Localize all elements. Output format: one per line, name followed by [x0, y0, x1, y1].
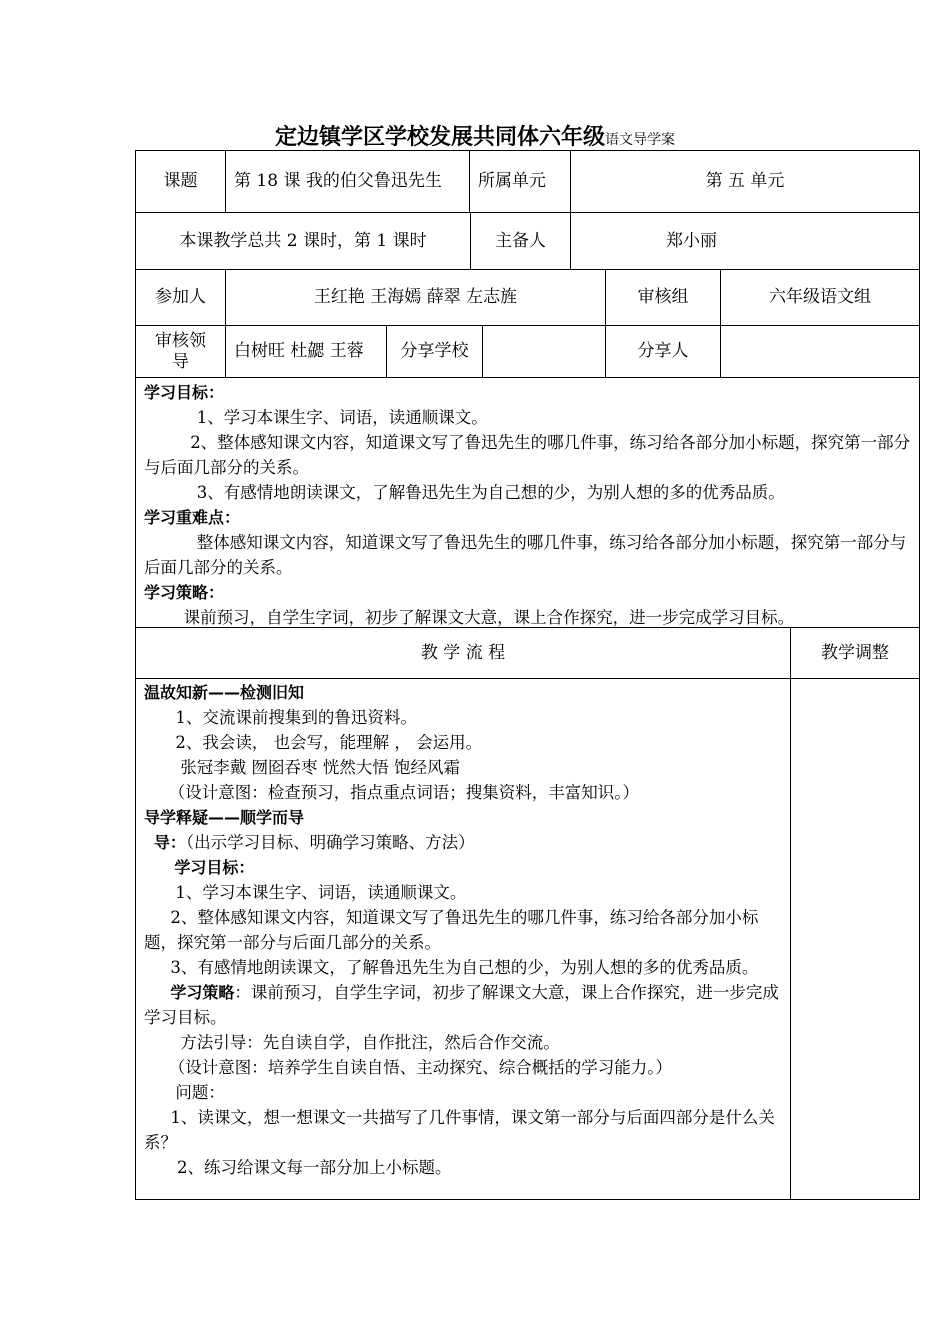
- share-school-label: 分享学校: [386, 325, 483, 378]
- review-leader-label: 审核领导: [135, 325, 226, 378]
- strategy-subtext: ：课前预习，自学生字词，初步了解课文大意，课上合作探究，进一步完成学习目标。: [144, 983, 779, 1027]
- lesson-value: 第 18 课 我的伯父鲁迅先生: [225, 150, 470, 213]
- objectives-section: [135, 377, 920, 628]
- participants-label: 参加人: [135, 269, 226, 326]
- question-item: 1、读课文，想一想课文一共描写了几件事情，课文第一部分与后面四部分是什么关系？: [144, 1108, 775, 1152]
- list-item: 1、交流课前搜集到的鲁迅资料。: [175, 708, 417, 727]
- guide-text: （出示学习目标、明确学习策略、方法）: [185, 833, 475, 852]
- questions-label: 问题：: [175, 1083, 225, 1102]
- review-group-value: 六年级语文组: [720, 269, 920, 326]
- adjust-header: 教学调整: [790, 627, 920, 679]
- document-title-suffix: 语文导学案: [605, 132, 675, 148]
- sharer-value: [720, 325, 920, 378]
- key-points-text: 整体感知课文内容，知道课文写了鲁迅先生的哪几件事，练习给各部分加小标题，探究第一部分与后面几部分的关系。: [144, 533, 907, 577]
- lead-label: 主备人: [470, 212, 571, 270]
- question-item: 2、练习给课文每一部分加上小标题。: [177, 1158, 452, 1177]
- process-content: [135, 678, 791, 1200]
- design-note: （设计意图：检查预习，指点重点词语；搜集资料，丰富知识。）: [168, 783, 639, 802]
- section1-heading: 温故知新——检测旧知: [144, 683, 305, 702]
- vocabulary-words: 张冠李戴 囫囵吞枣 恍然大悟 饱经风霜: [180, 758, 461, 777]
- adjust-column: [790, 678, 920, 1200]
- list-item: 2、我会读， 也会写，能理解 ， 会运用。: [175, 733, 483, 752]
- objectives-heading: 学习目标：: [144, 383, 225, 402]
- share-school-value: [482, 325, 606, 378]
- participants-value: 王红艳 王海嫣 薛翠 左志旌: [225, 269, 606, 326]
- unit-value: 第 五 单元: [570, 150, 920, 213]
- guide-label: 导：: [153, 833, 186, 852]
- method-text: 方法引导：先自读自学，自作批注，然后合作交流。: [180, 1033, 560, 1052]
- document-title-main: 定边镇学区学校发展共同体六年级: [274, 125, 605, 150]
- lesson-label: 课题: [135, 150, 226, 213]
- section2-heading: 导学释疑——顺学而导: [144, 808, 305, 827]
- unit-label: 所属单元: [469, 150, 571, 213]
- list-item: 3、有感情地朗读课文，了解鲁迅先生为自己想的少，为别人想的多的优秀品质。: [170, 958, 759, 977]
- objective-item: 2、整体感知课文内容，知道课文写了鲁迅先生的哪几件事，练习给各部分加小标题，探究第一部分与后面几部分的关系。: [144, 433, 911, 477]
- sharer-label: 分享人: [605, 325, 721, 378]
- list-item: 2、整体感知课文内容，知道课文写了鲁迅先生的哪几件事，练习给各部分加小标题，探究第一部分与后面几部分的关系。: [144, 908, 759, 952]
- list-item: 1、学习本课生字、词语，读通顺课文。: [175, 883, 467, 902]
- design-note: （设计意图：培养学生自读自悟、主动探究、综合概括的学习能力。）: [168, 1058, 672, 1077]
- hours-text: 本课教学总共 2 课时，第 1 课时: [135, 212, 471, 270]
- strategy-subheading: 学习策略: [170, 983, 235, 1002]
- strategy-heading: 学习策略：: [144, 583, 225, 602]
- key-points-heading: 学习重难点：: [144, 508, 241, 527]
- document-title: [0, 120, 950, 151]
- review-leader-value: 白树旺 杜勰 王蓉: [225, 325, 387, 378]
- strategy-text: 课前预习，自学生字词，初步了解课文大意，课上合作探究，进一步完成学习目标。: [183, 608, 795, 627]
- lesson-plan-table: [135, 150, 920, 1200]
- objective-item: 3、有感情地朗读课文，了解鲁迅先生为自己想的少，为别人想的多的优秀品质。: [196, 483, 785, 502]
- objective-item: 1、学习本课生字、词语，读通顺课文。: [196, 408, 488, 427]
- objectives-subheading: 学习目标：: [174, 858, 255, 877]
- process-header: 教 学 流 程: [135, 627, 791, 679]
- lead-value: 郑小丽: [570, 212, 920, 270]
- review-group-label: 审核组: [605, 269, 721, 326]
